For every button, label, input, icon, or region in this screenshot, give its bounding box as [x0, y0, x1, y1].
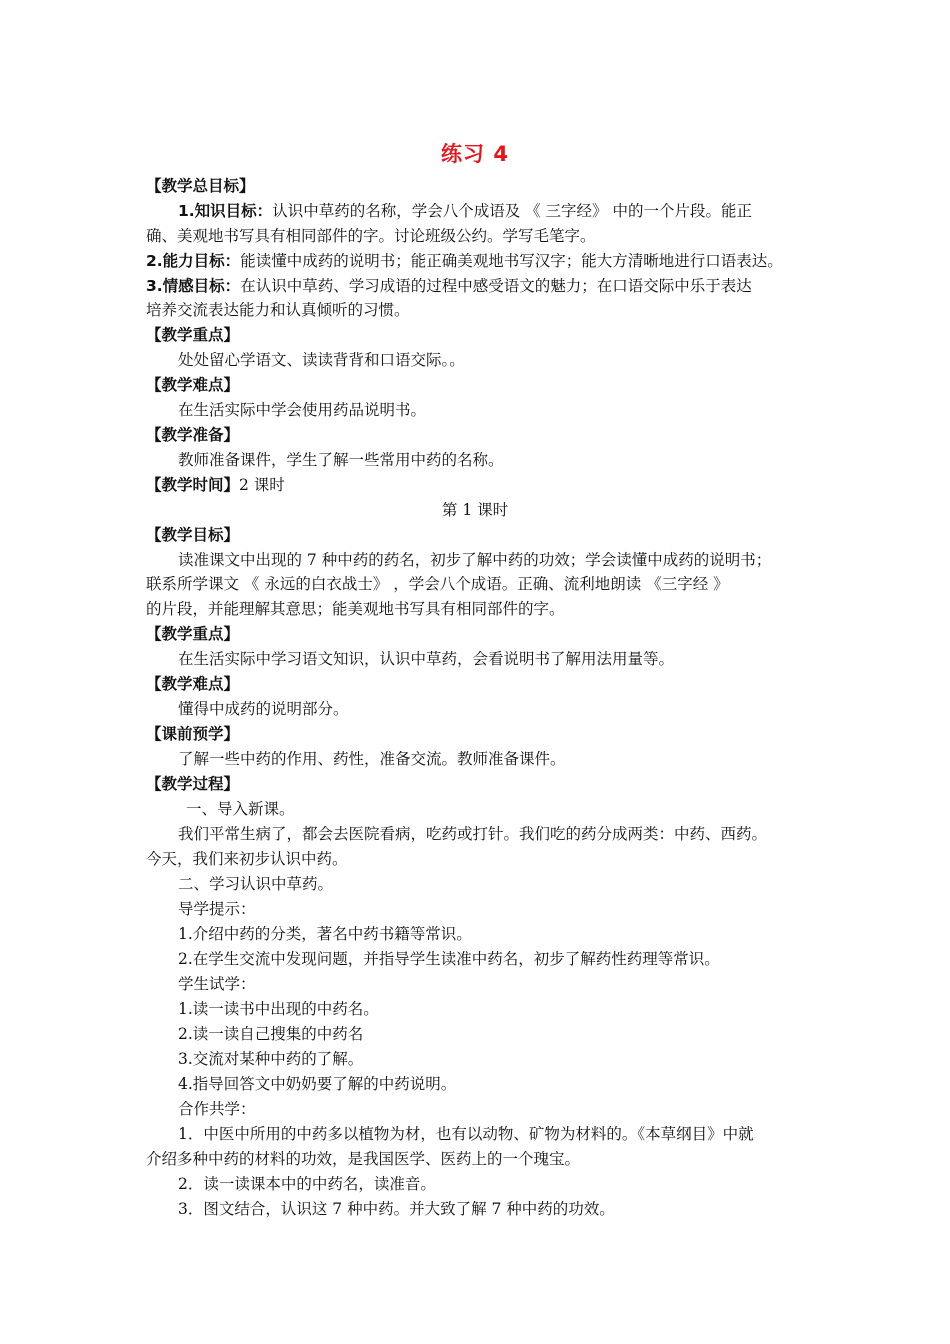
section-heading: 【教学过程】: [146, 775, 240, 793]
section-heading: 【教学难点】: [146, 675, 240, 693]
paragraph-line: 读准课文中出现的 7 种中药的药名，初步了解中药的功效；学会读懂中成药的说明书；: [178, 551, 772, 569]
section-heading: 【教学重点】: [146, 326, 240, 344]
paragraph-line: 了解一些中药的作用、药性，准备交流。教师准备课件。: [178, 750, 566, 768]
label-ability-goal: 2.能力目标：: [146, 252, 241, 270]
paragraph-line: 的片段，并能理解其意思；能美观地书写具有相同部件的字。: [146, 600, 565, 618]
list-item: 3．图文结合，认识这 7 种中药。并大致了解 7 种中药的功效。: [178, 1200, 615, 1218]
label-knowledge-goal: 1.知识目标：: [178, 202, 273, 220]
paragraph-line: 懂得中成药的说明部分。: [178, 700, 349, 718]
label-emotion-goal: 3.情感目标：: [146, 277, 241, 295]
paragraph-line: 教师准备课件，学生了解一些常用中药的名称。: [178, 451, 504, 469]
text-emotion-goal: 在认识中草药、学习成语的过程中感受语文的魅力；在口语交际中乐于表达: [240, 277, 752, 295]
paragraph-line: 介绍多种中药的材料的功效，是我国医学、医药上的一个瑰宝。: [146, 1150, 581, 1168]
section-heading: 【教学准备】: [146, 426, 240, 444]
list-item: 2.在学生交流中发现问题，并指导学生读准中药名，初步了解药性药理等常识。: [178, 950, 720, 968]
paragraph-line: 一、导入新课。: [186, 800, 295, 818]
paragraph-line: [146, 274, 826, 299]
paragraph-line: 处处留心学语文、读读背背和口语交际。。: [178, 351, 465, 369]
paragraph-line: [146, 249, 826, 274]
list-item: 1.读一读书中出现的中药名。: [178, 1000, 379, 1018]
paragraph-line: 今天，我们来初步认识中药。: [146, 850, 348, 868]
paragraph-line: 导学提示：: [178, 900, 256, 918]
list-item: 2.读一读自己搜集的中药名: [178, 1025, 364, 1043]
list-item: 3.交流对某种中药的了解。: [178, 1050, 364, 1068]
document-title: 练习 4: [441, 142, 509, 166]
section-heading: 【教学目标】: [146, 526, 240, 544]
section-heading: 【教学总目标】: [146, 177, 255, 195]
paragraph-line: 我们平常生病了，都会去医院看病，吃药或打针。我们吃的药分成两类：中药、西药。: [178, 825, 768, 843]
paragraph-line: 在生活实际中学习语文知识，认识中草药，会看说明书了解用法用量等。: [178, 650, 675, 668]
lesson-subtitle: 第 1 课时: [441, 501, 509, 519]
list-item: 4.指导回答文中奶奶要了解的中药说明。: [178, 1075, 457, 1093]
paragraph-line: 确、美观地书写具有相同部件的字。讨论班级公约。学写毛笔字。: [146, 227, 596, 245]
paragraph-line: 学生试学：: [178, 975, 256, 993]
section-heading: 【教学难点】: [146, 376, 240, 394]
section-heading: 【教学重点】: [146, 625, 240, 643]
text-ability-goal: 能读懂中成药的说明书；能正确美观地书写汉字；能大方清晰地进行口语表达。: [240, 252, 783, 270]
paragraph-line: 在生活实际中学会使用药品说明书。: [178, 401, 427, 419]
text-knowledge-goal: 认识中草药的名称，学会八个成语及 《 三字经》 中的一个片段。能正: [272, 202, 752, 220]
paragraph-line: 合作共学：: [178, 1100, 256, 1118]
section-heading: 【课前预学】: [146, 725, 240, 743]
paragraph-line: [146, 473, 826, 498]
label-teaching-time: 【教学时间】: [146, 476, 240, 494]
paragraph-line: [178, 199, 858, 224]
list-item: 1.介绍中药的分类，著名中药书籍等常识。: [178, 925, 472, 943]
paragraph-line: 联系所学课文 《 永远的白衣战士》 ，学会八个成语。正确、流利地朗读 《三字经 》: [146, 575, 729, 593]
paragraph-line: 二、学习认识中草药。: [178, 875, 334, 893]
paragraph-line: 培养交流表达能力和认真倾听的习惯。: [146, 301, 410, 319]
list-item: 1．中医中所用的中药多以植物为材，也有以动物、矿物为材料的。《本草纲目》中就: [178, 1125, 754, 1143]
list-item: 2．读一读课本中的中药名，读准音。: [178, 1175, 436, 1193]
text-teaching-time: 2 课时: [239, 476, 285, 494]
